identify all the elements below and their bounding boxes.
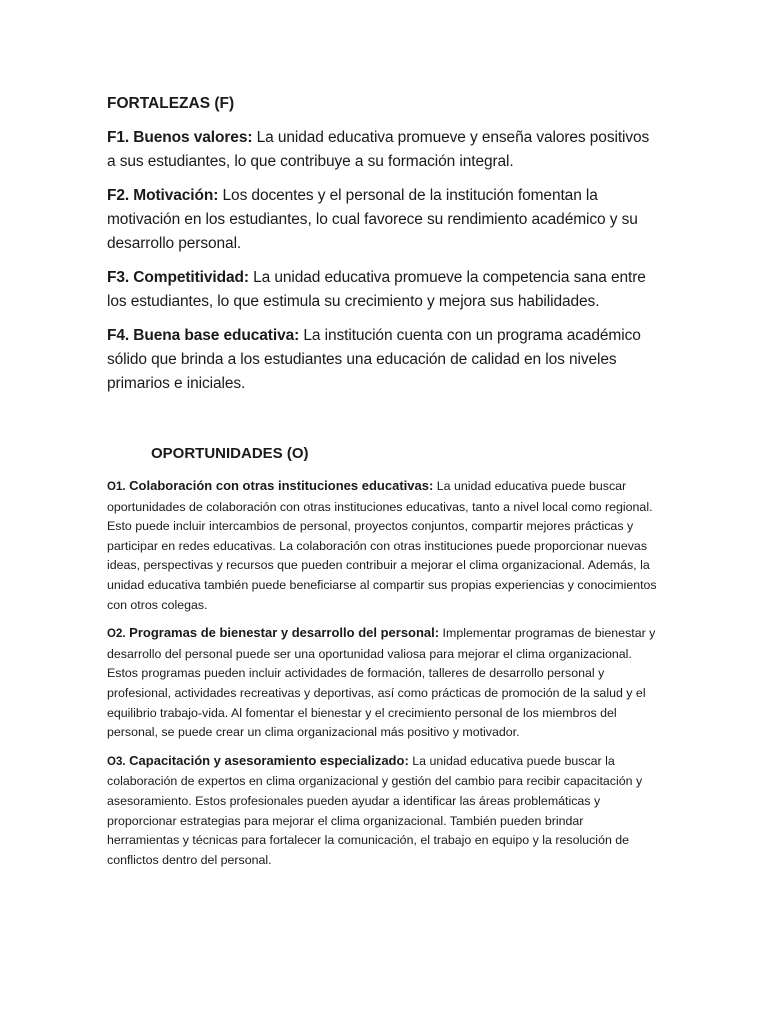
oportunidad-text: La unidad educativa puede buscar oportunidades de colaboración con otras instituciones educativas, tanto a nivel local como regional. Esto puede incluir intercambios de personal, proyectos conjuntos, compartir mejores prácticas y participar en redes educativas. La colaboración con otras instituciones puede proporcionar nuevas ideas, perspectivas y recursos que pueden contribuir a mejorar el clima organizacional. Además, la unidad educativa también puede beneficiarse al compartir sus propias experiencias y conocimientos con otros colegas. [107, 479, 657, 612]
oportunidad-item [107, 751, 658, 871]
fortaleza-label: F3. Competitividad: [107, 269, 249, 286]
fortaleza-item [107, 126, 658, 174]
oportunidad-text: Implementar programas de bienestar y desarrollo del personal puede ser una oportunidad valiosa para mejorar el clima organizacional. Estos programas pueden incluir actividades de formación, talleres de desarrollo personal y profesional, actividades recreativas y deportivas, así como prácticas de promoción de la salud y el equilibrio trabajo-vida. Al fomentar el bienestar y el crecimiento personal de los miembros del personal, se puede crear un clima organizacional más positivo y motivador. [107, 626, 656, 740]
fortaleza-label: F4. Buena base educativa: [107, 327, 300, 344]
oportunidad-number: O3. [107, 755, 126, 768]
fortaleza-item [107, 324, 658, 396]
oportunidad-text: La unidad educativa puede buscar la colaboración de expertos en clima organizacional y gestión del cambio para recibir capacitación y asesoramiento. Estos profesionales pueden ayudar a identificar las áreas problemáticas y proporcionar estrategias para mejorar el clima organizacional. También pueden brindar herramientas y técnicas para fortalecer la comunicación, el trabajo en equipo y la resolución de conflictos dentro del personal. [107, 753, 643, 867]
oportunidad-label: Programas de bienestar y desarrollo del personal: [125, 625, 440, 641]
fortaleza-text: La unidad educativa promueve y enseña valores positivos a sus estudiantes, lo que contribuye a su formación integral. [107, 129, 650, 170]
oportunidad-label: Capacitación y asesoramiento especializado: [125, 752, 409, 768]
oportunidades-heading: OPORTUNIDADES (O) [151, 445, 309, 462]
fortaleza-label: F1. Buenos valores: [107, 129, 253, 146]
oportunidad-number: O2. [107, 628, 126, 641]
fortaleza-text: La institución cuenta con un programa académico sólido que brinda a los estudiantes una educación de calidad en los niveles primarios e iniciales. [107, 327, 641, 392]
oportunidad-item [107, 623, 658, 743]
fortaleza-item [107, 266, 658, 314]
fortaleza-item [107, 184, 658, 256]
fortaleza-text: La unidad educativa promueve la competencia sana entre los estudiantes, lo que estimula su crecimiento y mejora sus habilidades. [107, 269, 646, 310]
fortaleza-text: Los docentes y el personal de la institución fomentan la motivación en los estudiantes, lo cual favorece su rendimiento académico y su desarrollo personal. [107, 187, 638, 252]
oportunidad-label: Colaboración con otras instituciones educativas: [125, 478, 434, 493]
fortaleza-label: F2. Motivación: [107, 187, 219, 204]
oportunidad-item [107, 476, 658, 615]
oportunidad-number: O1. [107, 481, 126, 493]
fortalezas-heading: FORTALEZAS (F) [107, 95, 235, 112]
